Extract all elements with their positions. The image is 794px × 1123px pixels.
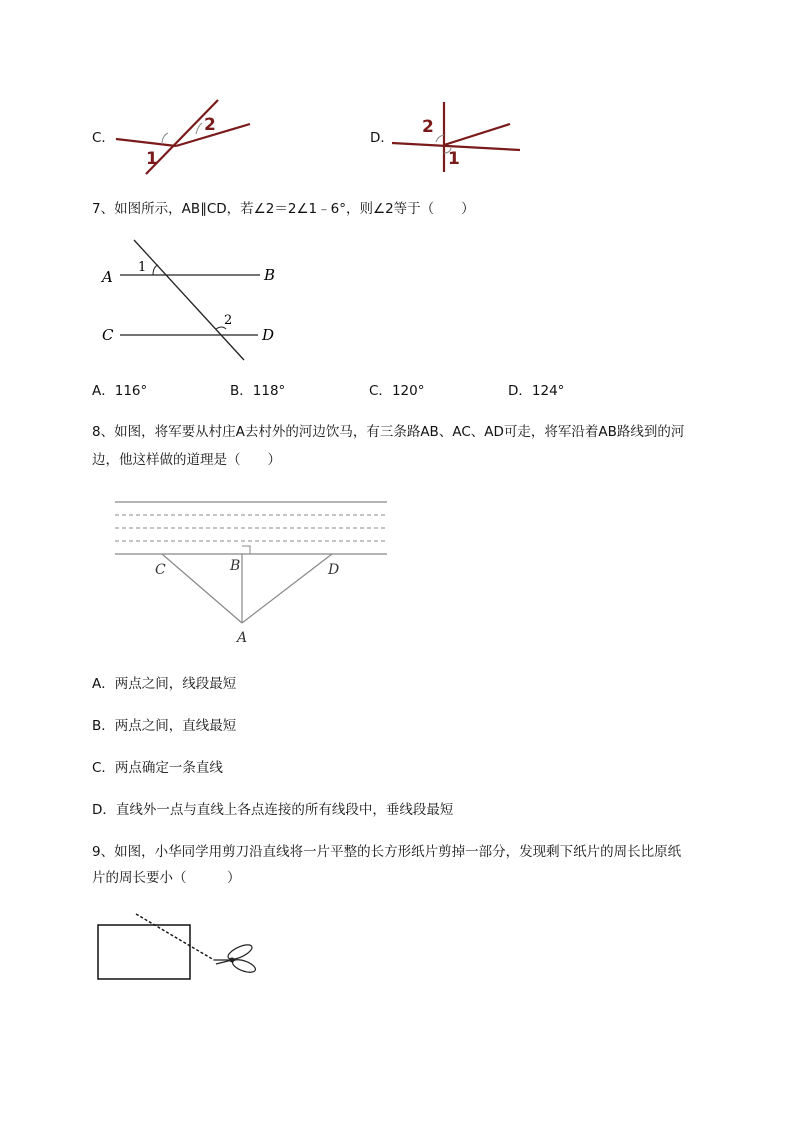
q7-label-c: C: [102, 326, 114, 344]
q6d-arc2: [436, 135, 444, 142]
q6-figure-c: [110, 96, 260, 178]
q7-label-b: B: [264, 266, 276, 284]
q6c-arc2: [196, 123, 202, 134]
q8-option-b[interactable]: B．两点之间，直线最短: [92, 718, 237, 734]
q6c-angle1: 1: [146, 149, 158, 169]
q6-figure-d: [388, 98, 528, 174]
q7-option-a[interactable]: [92, 381, 147, 401]
q6d-angle1: 1: [448, 149, 460, 169]
q9-stem-line1: 9、如图，小华同学用剪刀沿直线将一片平整的长方形纸片剪掉一部分，发现剩下纸片的周长比原纸: [92, 844, 682, 860]
q9-cut-line: [136, 914, 214, 960]
q8-label-d: D: [328, 562, 340, 578]
q8-option-a[interactable]: A．两点之间，线段最短: [92, 676, 237, 692]
q7-option-d[interactable]: [508, 381, 564, 401]
q8-figure: [110, 496, 395, 648]
q8-option-d[interactable]: D．直线外一点与直线上各点连接的所有线段中，垂线段最短: [92, 802, 454, 818]
q6c-line-left: [116, 139, 176, 146]
q8-stem-line2: 边，他这样做的道理是（ ）: [92, 452, 281, 468]
q7-option-a-value: 116°: [114, 383, 148, 399]
q9-stem-line2: 片的周长要小（ ）: [92, 870, 241, 886]
q6d-ray: [444, 124, 510, 145]
q7-label-d: D: [262, 326, 275, 344]
q7-option-c[interactable]: [369, 381, 424, 401]
q8-right-angle-mark: [242, 546, 250, 554]
q7-option-d-value: 124°: [531, 383, 565, 399]
q6d-angle2: 2: [422, 117, 434, 137]
q8-stem-line1: 8、如图，将军要从村庄A去村外的河边饮马，有三条路AB、AC、AD可走，将军沿着AB路线到的河: [92, 424, 685, 440]
q7-label-a: A: [102, 268, 113, 286]
q7-stem: 7、如图所示，AB∥CD，若∠2＝2∠1﹣6°，则∠2等于（ ）: [92, 201, 475, 217]
q7-transversal: [134, 240, 244, 360]
q8-label-a: A: [237, 630, 248, 646]
q7-option-d-label: D．: [508, 383, 532, 399]
q8-option-c[interactable]: C．两点确定一条直线: [92, 760, 223, 776]
q7-angle1: 1: [138, 260, 147, 275]
q7-option-c-value: 120°: [391, 383, 425, 399]
q7-option-b-label: B．: [230, 383, 253, 399]
q8-label-b: B: [230, 558, 241, 574]
q8-road-ad: [242, 554, 332, 623]
q6c-angle2: 2: [204, 115, 216, 135]
q6-option-d-label[interactable]: D．: [370, 130, 394, 146]
scissors-icon: [214, 942, 257, 975]
q7-option-c-label: C．: [369, 383, 392, 399]
q7-option-b-value: 118°: [252, 383, 286, 399]
q7-option-a-label: A．: [92, 383, 115, 399]
q6-option-c-label[interactable]: C．: [92, 130, 115, 146]
q7-angle2: 2: [224, 313, 233, 328]
q7-figure: [98, 236, 288, 366]
q8-label-c: C: [155, 562, 166, 578]
q6c-arc1: [162, 133, 168, 144]
q7-arc1: [153, 265, 158, 275]
q9-paper-rectangle: [98, 925, 190, 979]
q7-option-b[interactable]: [230, 381, 285, 401]
q9-figure: [92, 910, 267, 990]
